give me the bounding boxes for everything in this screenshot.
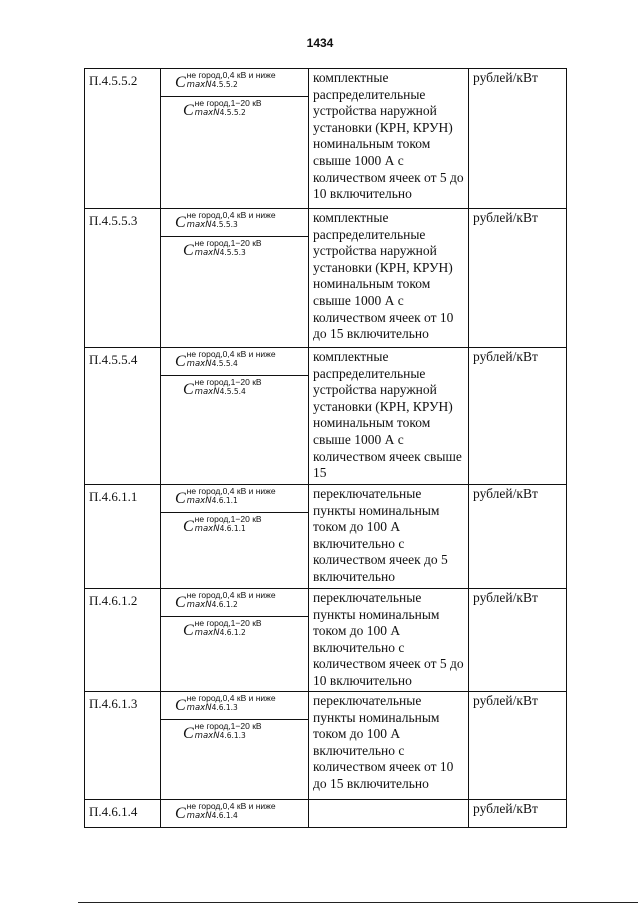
formula-cell: [161, 69, 309, 209]
formula-superscript: не город,1−20 кВ: [194, 721, 262, 731]
formula-subscript-var: maxN: [194, 108, 220, 118]
formula-subscript-index: 4.5.5.4: [219, 387, 246, 396]
row-code: П.4.5.5.3: [85, 209, 161, 348]
formula-subscript-var: maxN: [194, 387, 220, 397]
scan-edge-line: [78, 902, 638, 903]
formula-subscript-var: maxN: [186, 359, 212, 369]
formula-superscript: не город,0,4 кВ и ниже: [186, 70, 276, 80]
formula-subscript-var: maxN: [194, 524, 220, 534]
tariff-table: [84, 68, 567, 828]
formula-cell: [161, 800, 309, 828]
formula-superscript: не город,0,4 кВ и ниже: [186, 590, 276, 600]
row-description: комплектные распределительные устройства наружной установки (КРН, КРУН) номинальным током свыше 1000 А с количеством ячеек от 10 до 15 включительно: [309, 209, 469, 348]
formula-cell: [161, 485, 309, 589]
formula-subscript-index: 4.5.5.4: [211, 359, 238, 368]
row-unit: рублей/кВт: [469, 589, 567, 692]
row-code: П.4.5.5.2: [85, 69, 161, 209]
formula-cell: [161, 348, 309, 485]
table-row: [85, 348, 567, 485]
formula-superscript: не город,1−20 кВ: [194, 618, 262, 628]
table-row: [85, 69, 567, 209]
row-code: П.4.6.1.4: [85, 800, 161, 828]
row-unit: рублей/кВт: [469, 348, 567, 485]
row-description: переключательные пункты номинальным током до 100 А включительно с количеством ячеек до 5 включительно: [309, 485, 469, 589]
row-description: комплектные распределительные устройства наружной установки (КРН, КРУН) номинальным током свыше 1000 А с количеством ячеек от 5 до 10 включительно: [309, 69, 469, 209]
row-unit: рублей/кВт: [469, 69, 567, 209]
formula-subscript-index: 4.6.1.1: [211, 496, 238, 505]
formula-superscript: не город,1−20 кВ: [194, 238, 262, 248]
formula-subscript-var: maxN: [186, 600, 212, 610]
row-code: П.4.6.1.3: [85, 692, 161, 800]
formula-lower: C не город,1−20 кВ maxN4.6.1.3: [161, 719, 308, 747]
formula-lower: C не город,1−20 кВ maxN4.6.1.1: [161, 512, 308, 540]
formula-lower: C не город,1−20 кВ maxN4.6.1.2: [161, 616, 308, 644]
formula-subscript-var: maxN: [194, 628, 220, 638]
formula-superscript: не город,0,4 кВ и ниже: [186, 801, 276, 811]
formula-subscript-var: maxN: [186, 703, 212, 713]
formula-upper: C не город,0,4 кВ и ниже maxN4.6.1.1: [175, 486, 276, 507]
formula-upper: C не город,0,4 кВ и ниже maxN4.6.1.4: [175, 801, 276, 822]
formula-subscript-index: 4.6.1.4: [211, 811, 238, 820]
row-description: переключательные пункты номинальным током до 100 А включительно с количеством ячеек от 10 до 15 включительно: [309, 692, 469, 800]
formula-cell: [161, 589, 309, 692]
row-code: П.4.5.5.4: [85, 348, 161, 485]
table-row: [85, 485, 567, 589]
formula-lower: C не город,1−20 кВ maxN4.5.5.4: [161, 375, 308, 403]
formula-subscript-var: maxN: [186, 220, 212, 230]
formula-superscript: не город,1−20 кВ: [194, 377, 262, 387]
row-unit: рублей/кВт: [469, 485, 567, 589]
row-description: переключательные пункты номинальным током до 100 А включительно с количеством ячеек от 5 до 10 включительно: [309, 589, 469, 692]
formula-upper: C не город,0,4 кВ и ниже maxN4.5.5.2: [175, 70, 276, 91]
formula-subscript-index: 4.6.1.1: [219, 524, 246, 533]
formula-upper: C не город,0,4 кВ и ниже maxN4.5.5.3: [175, 210, 276, 231]
page-number: 1434: [306, 36, 334, 50]
formula-subscript-index: 4.5.5.3: [219, 248, 246, 257]
row-unit: рублей/кВт: [469, 800, 567, 828]
formula-subscript-index: 4.6.1.3: [211, 703, 238, 712]
formula-subscript-index: 4.5.5.2: [211, 80, 238, 89]
formula-lower: C не город,1−20 кВ maxN4.5.5.3: [161, 236, 308, 264]
formula-subscript-index: 4.6.1.2: [219, 628, 246, 637]
formula-superscript: не город,0,4 кВ и ниже: [186, 210, 276, 220]
formula-superscript: не город,0,4 кВ и ниже: [186, 349, 276, 359]
formula-superscript: не город,1−20 кВ: [194, 514, 262, 524]
formula-subscript-index: 4.5.5.3: [211, 220, 238, 229]
formula-upper: C не город,0,4 кВ и ниже maxN4.6.1.2: [175, 590, 276, 611]
formula-subscript-var: maxN: [186, 80, 212, 90]
formula-superscript: не город,0,4 кВ и ниже: [186, 486, 276, 496]
formula-subscript-index: 4.6.1.2: [211, 600, 238, 609]
row-code: П.4.6.1.1: [85, 485, 161, 589]
table-row: [85, 209, 567, 348]
row-unit: рублей/кВт: [469, 209, 567, 348]
formula-subscript-index: 4.5.5.2: [219, 108, 246, 117]
formula-superscript: не город,0,4 кВ и ниже: [186, 693, 276, 703]
table-row: [85, 589, 567, 692]
row-description: комплектные распределительные устройства наружной установки (КРН, КРУН) номинальным током свыше 1000 А с количеством ячеек свыше 15: [309, 348, 469, 485]
formula-subscript-var: maxN: [194, 248, 220, 258]
formula-subscript-var: maxN: [186, 811, 212, 821]
row-code: П.4.6.1.2: [85, 589, 161, 692]
formula-subscript-var: maxN: [194, 731, 220, 741]
formula-superscript: не город,1−20 кВ: [194, 98, 262, 108]
formula-cell: [161, 692, 309, 800]
formula-upper: C не город,0,4 кВ и ниже maxN4.6.1.3: [175, 693, 276, 714]
formula-subscript-index: 4.6.1.3: [219, 731, 246, 740]
table-row: [85, 800, 567, 828]
row-description: [309, 800, 469, 828]
formula-subscript-var: maxN: [186, 496, 212, 506]
formula-cell: [161, 209, 309, 348]
row-unit: рублей/кВт: [469, 692, 567, 800]
formula-upper: C не город,0,4 кВ и ниже maxN4.5.5.4: [175, 349, 276, 370]
formula-lower: C не город,1−20 кВ maxN4.5.5.2: [161, 96, 308, 124]
table-row: [85, 692, 567, 800]
